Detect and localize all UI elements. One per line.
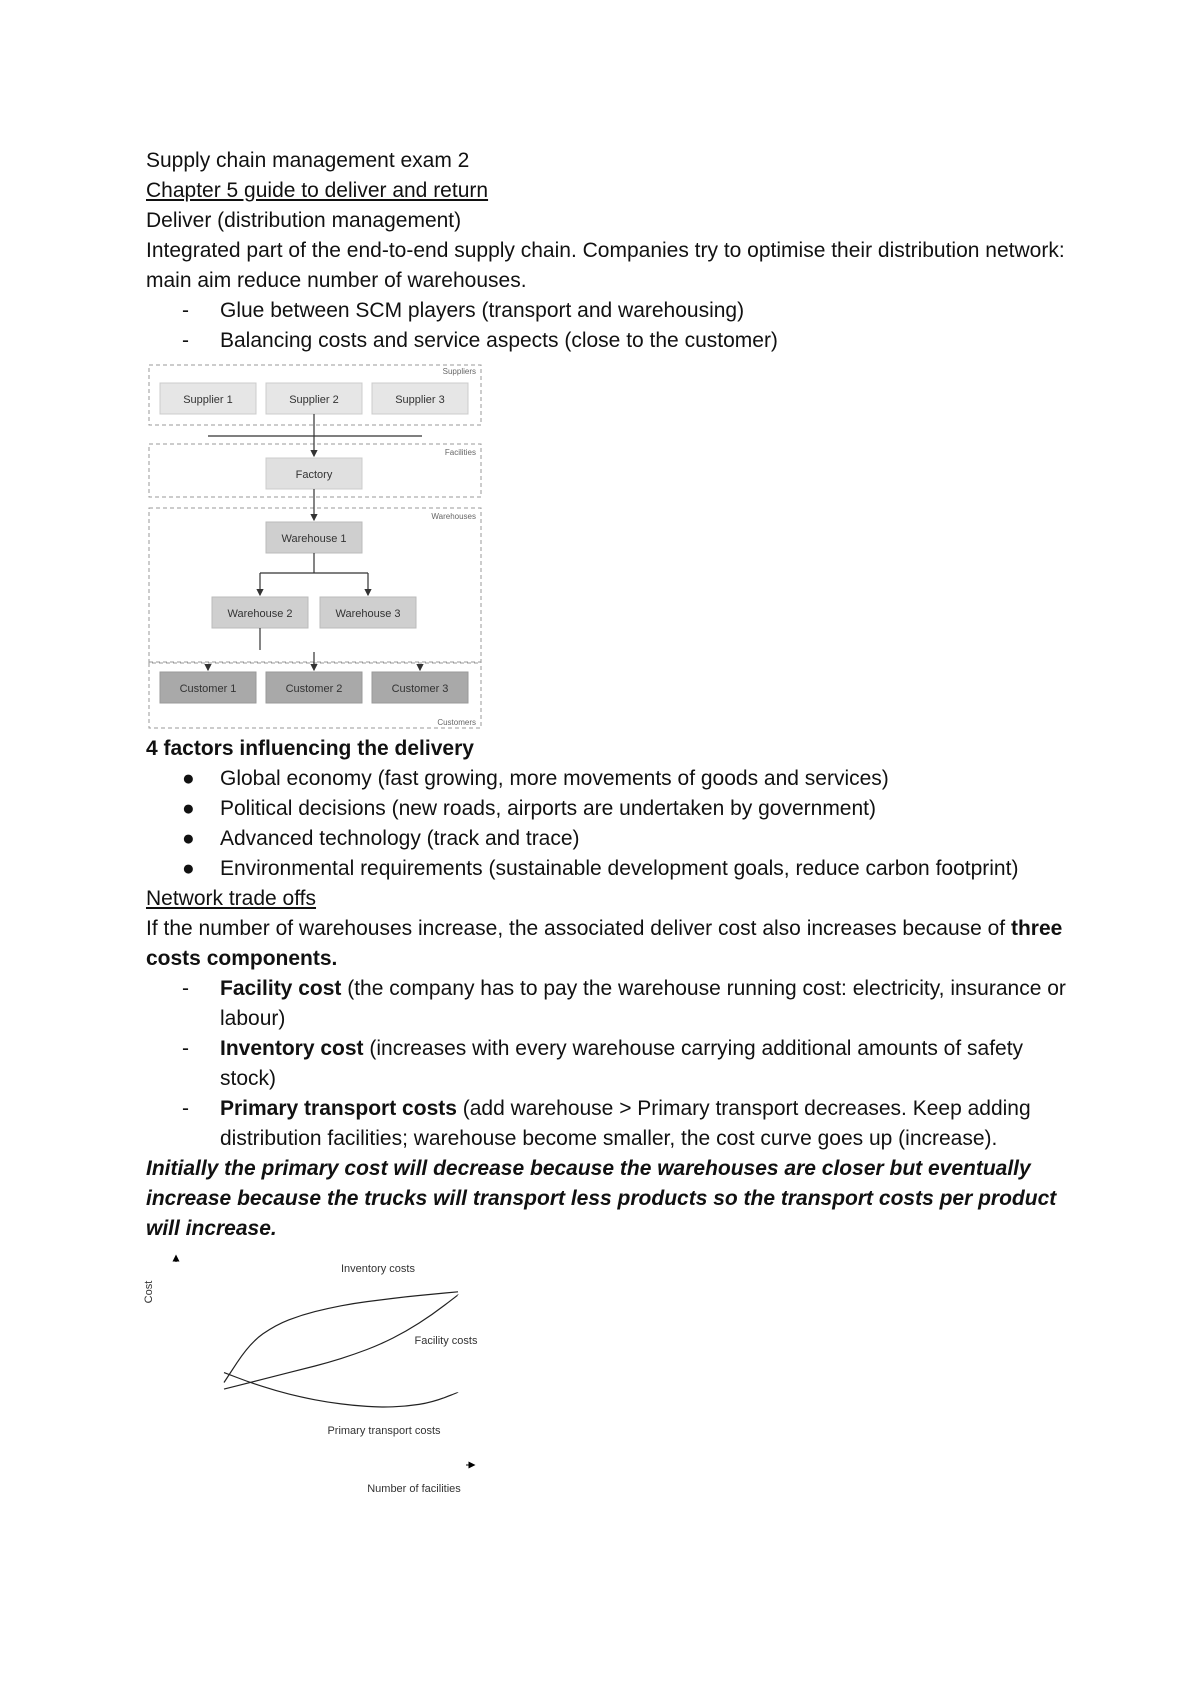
section-label: Customers	[437, 718, 476, 727]
list-item: - Glue between SCM players (transport and warehousing)	[146, 296, 1066, 326]
section-label: Facilities	[444, 448, 476, 457]
dash-marker: -	[182, 977, 189, 1000]
factors-list	[146, 764, 1066, 884]
warehouse-label: Warehouse 1	[281, 533, 347, 545]
distribution-network-diagram	[146, 362, 486, 734]
list-item: - Primary transport costs (add warehouse > Primary transport decreases. Keep adding distribution facilities; warehouse become smaller, the cost curve goes up (increase).	[146, 1094, 1066, 1154]
dash-marker: -	[182, 329, 189, 352]
conclusion-paragraph: Initially the primary cost will decrease because the warehouses are closer but eventually increase because the trucks will transport less products so the transport costs per product will increase.	[146, 1157, 1057, 1240]
series-label-facility: Facility costs	[414, 1335, 478, 1347]
primary-transport-costs-line	[224, 1373, 458, 1407]
supplier-label: Supplier 3	[395, 394, 445, 406]
list-item: - Inventory cost (increases with every warehouse carrying additional amounts of safety stock)	[146, 1034, 1066, 1094]
series-label-transport: Primary transport costs	[327, 1425, 441, 1437]
bullet-marker: ●	[182, 857, 195, 880]
section-label: Suppliers	[442, 367, 476, 376]
section-label: Warehouses	[431, 512, 476, 521]
dash-marker: -	[182, 1097, 189, 1120]
supplier-label: Supplier 1	[183, 394, 233, 406]
doc-title: Supply chain management exam 2	[146, 149, 470, 172]
dash-list	[146, 296, 1066, 356]
warehouse-label: Warehouse 2	[227, 608, 293, 620]
diagram-svg	[146, 362, 486, 734]
list-item: ● Political decisions (new roads, airports are undertaken by government)	[146, 794, 1066, 824]
factory-label: Factory	[295, 469, 333, 481]
customer-label: Customer 2	[285, 683, 343, 695]
supplier-label: Supplier 2	[289, 394, 339, 406]
chart-series-group	[224, 1292, 458, 1407]
chart-svg	[143, 1252, 526, 1502]
bullet-marker: ●	[182, 827, 195, 850]
cost-curve-chart	[143, 1252, 526, 1502]
deliver-heading: Deliver (distribution management)	[146, 209, 462, 232]
bullet-marker: ●	[182, 797, 195, 820]
list-item: - Facility cost (the company has to pay the warehouse running cost: electricity, insurance or labour)	[146, 974, 1066, 1034]
list-item: - Balancing costs and service aspects (close to the customer)	[146, 326, 1066, 356]
chapter-heading: Chapter 5 guide to deliver and return	[146, 179, 489, 202]
dash-marker: -	[182, 299, 189, 322]
cost-components-list	[146, 974, 1066, 1154]
list-item: ● Global economy (fast growing, more movements of goods and services)	[146, 764, 1066, 794]
intro-paragraph: Integrated part of the end-to-end supply chain. Companies try to optimise their distribution network: main aim reduce number of warehouses.	[146, 239, 1065, 292]
list-item: ● Environmental requirements (sustainable development goals, reduce carbon footprint)	[146, 854, 1066, 884]
tradeoffs-heading: Network trade offs	[146, 887, 317, 910]
y-axis-label: Cost	[143, 1280, 155, 1304]
bullet-marker: ●	[182, 767, 195, 790]
factors-heading: 4 factors influencing the delivery	[146, 737, 474, 760]
tradeoffs-intro: If the number of warehouses increase, the associated deliver cost also increases because of three costs components.	[146, 917, 1063, 970]
x-axis-label: Number of facilities	[367, 1483, 461, 1495]
series-label-inventory: Inventory costs	[341, 1263, 415, 1275]
dash-marker: -	[182, 1037, 189, 1060]
customer-label: Customer 3	[391, 683, 449, 695]
customer-label: Customer 1	[179, 683, 237, 695]
warehouse-label: Warehouse 3	[335, 608, 401, 620]
document-page	[143, 146, 1066, 1502]
list-item: ● Advanced technology (track and trace)	[146, 824, 1066, 854]
